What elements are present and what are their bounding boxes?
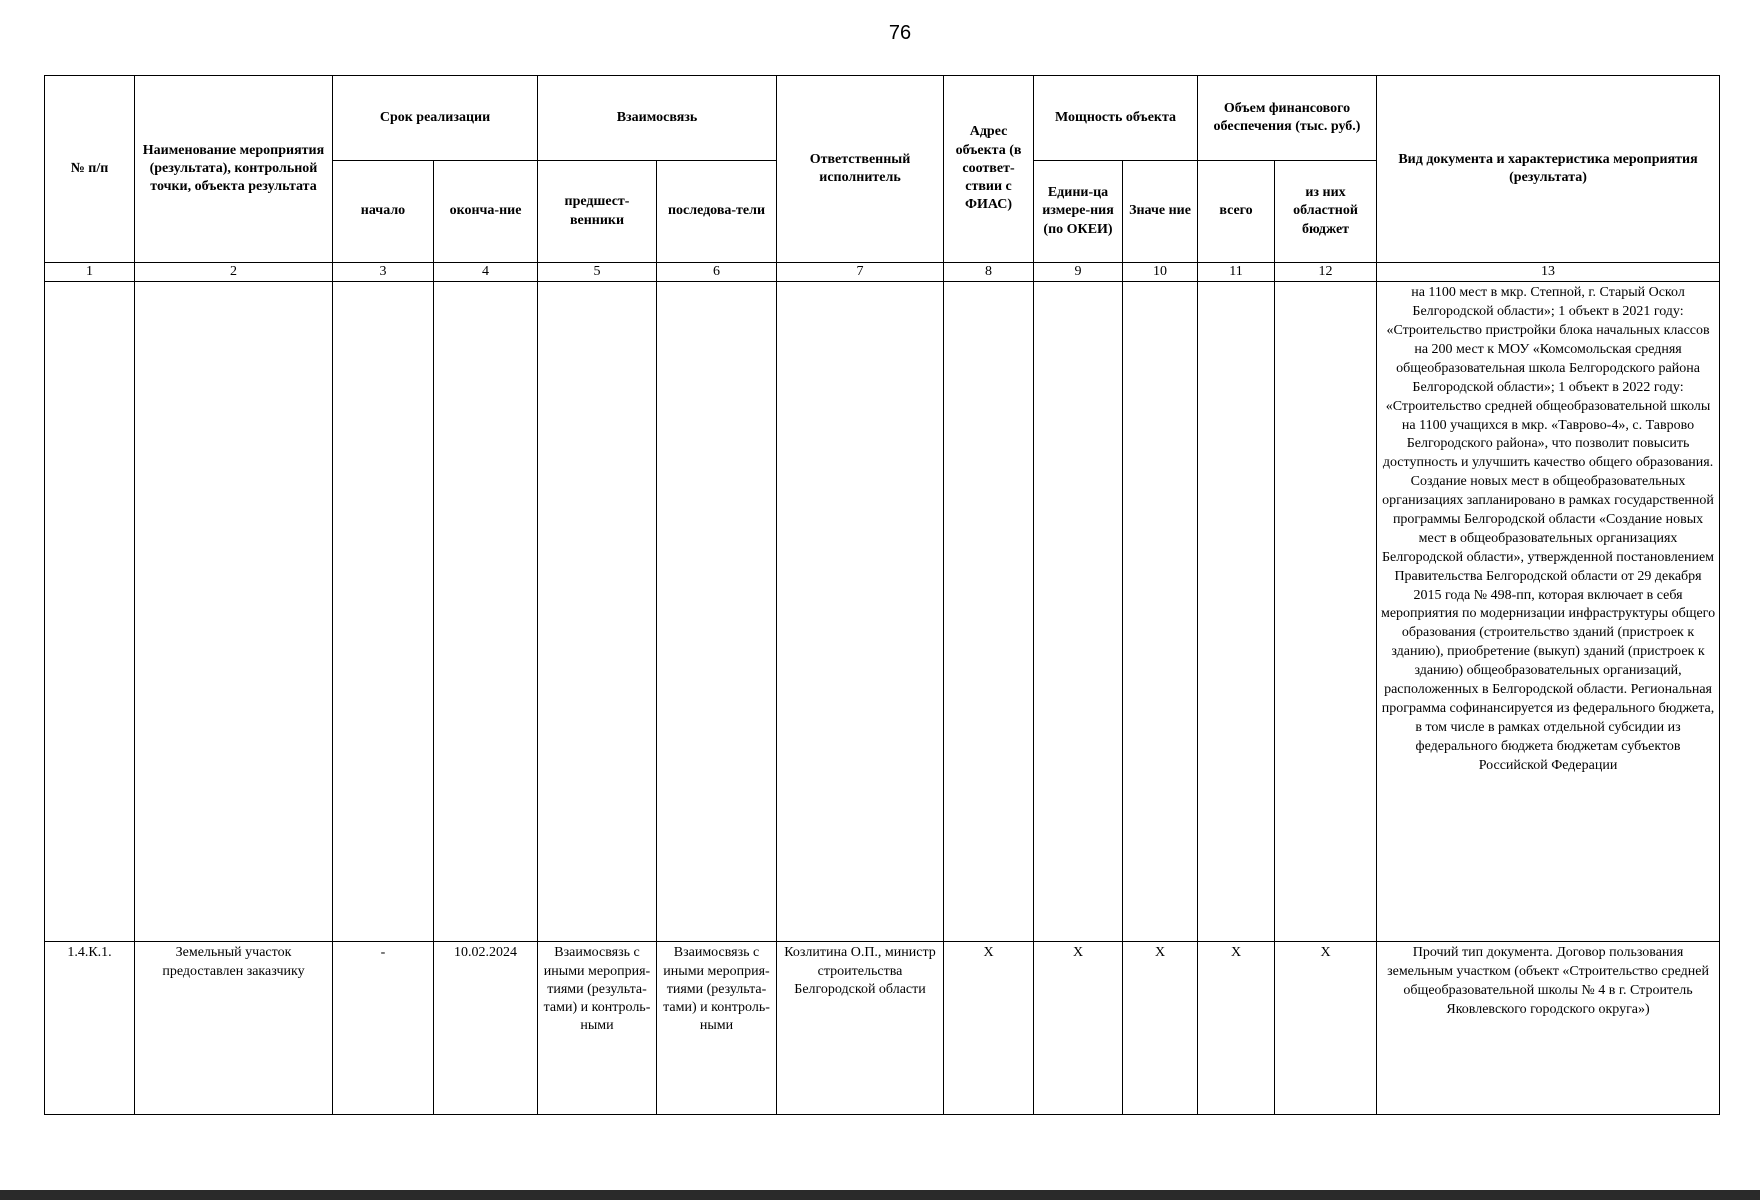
column-number: 12 xyxy=(1275,262,1377,281)
header-num: № п/п xyxy=(45,76,135,263)
plan-table xyxy=(44,75,1720,1115)
header-doc: Вид документа и характеристика мероприятия (результата) xyxy=(1377,76,1720,263)
header-row-1 xyxy=(45,76,1720,161)
header-term-start: начало xyxy=(333,161,434,263)
column-number-row xyxy=(45,262,1720,281)
cell-address: X xyxy=(944,942,1034,1115)
cell-succ xyxy=(657,282,777,942)
column-number: 10 xyxy=(1123,262,1198,281)
header-fin-total: всего xyxy=(1198,161,1275,263)
cell-regional: X xyxy=(1275,942,1377,1115)
table-row xyxy=(45,942,1720,1115)
cell-num: 1.4.К.1. xyxy=(45,942,135,1115)
cell-name xyxy=(135,282,333,942)
header-rel-succ: последова-тели xyxy=(657,161,777,263)
header-term-end: оконча-ние xyxy=(434,161,538,263)
cell-name: Земельный участок предоставлен заказчику xyxy=(135,942,333,1115)
column-number: 3 xyxy=(333,262,434,281)
cell-unit: X xyxy=(1034,942,1123,1115)
column-number: 2 xyxy=(135,262,333,281)
header-fin-regional: из них областной бюджет xyxy=(1275,161,1377,263)
cell-value xyxy=(1123,282,1198,942)
cell-pred: Взаимосвязь с иными мероприя-тиями (результа-тами) и контроль-ными xyxy=(538,942,657,1115)
column-number: 8 xyxy=(944,262,1034,281)
column-number: 1 xyxy=(45,262,135,281)
cell-end xyxy=(434,282,538,942)
cell-responsible: Козлитина О.П., министр строительства Белгородской области xyxy=(777,942,944,1115)
cell-value: X xyxy=(1123,942,1198,1115)
column-number: 11 xyxy=(1198,262,1275,281)
table-row xyxy=(45,282,1720,942)
header-cap-unit: Едини-ца измере-ния (по ОКЕИ) xyxy=(1034,161,1123,263)
cell-unit xyxy=(1034,282,1123,942)
header-finance: Объем финансового обеспечения (тыс. руб.) xyxy=(1198,76,1377,161)
column-number: 4 xyxy=(434,262,538,281)
cell-end: 10.02.2024 xyxy=(434,942,538,1115)
cell-start xyxy=(333,282,434,942)
page-number: 76 xyxy=(888,22,912,44)
cell-pred xyxy=(538,282,657,942)
scan-edge-bar xyxy=(0,1190,1760,1200)
cell-responsible xyxy=(777,282,944,942)
cell-address xyxy=(944,282,1034,942)
cell-doc: Прочий тип документа. Договор пользования земельным участком (объект «Строительство средней общеобразовательной школы № 4 в г. Строитель Яковлевского городского округа») xyxy=(1377,942,1720,1115)
cell-start: - xyxy=(333,942,434,1115)
column-number: 13 xyxy=(1377,262,1720,281)
header-name: Наименование мероприятия (результата), контрольной точки, объекта результата xyxy=(135,76,333,263)
header-responsible: Ответственный исполнитель xyxy=(777,76,944,263)
cell-total xyxy=(1198,282,1275,942)
cell-total: X xyxy=(1198,942,1275,1115)
header-rel-pred: предшест-венники xyxy=(538,161,657,263)
header-term: Срок реализации xyxy=(333,76,538,161)
column-number: 7 xyxy=(777,262,944,281)
cell-num xyxy=(45,282,135,942)
column-number: 9 xyxy=(1034,262,1123,281)
header-cap-value: Значе ние xyxy=(1123,161,1198,263)
cell-regional xyxy=(1275,282,1377,942)
header-address: Адрес объекта (в соответ-ствии с ФИАС) xyxy=(944,76,1034,263)
cell-succ: Взаимосвязь с иными мероприя-тиями (результа-тами) и контроль-ными xyxy=(657,942,777,1115)
column-number: 5 xyxy=(538,262,657,281)
header-relation: Взаимосвязь xyxy=(538,76,777,161)
column-number: 6 xyxy=(657,262,777,281)
header-capacity: Мощность объекта xyxy=(1034,76,1198,161)
cell-doc: на 1100 мест в мкр. Степной, г. Старый Оскол Белгородской области»; 1 объект в 2021 году: «Строительство пристройки блока начальных классов на 200 мест к МОУ «Комсомольская средняя общеобразовательная школа Белгородского района Белгородской области»; 1 объект в 2022 году: «Строительство средней общеобразовательной школы на 1100 учащихся в мкр. «Таврово-4», с. Таврово Белгородского района», что позволит повысить доступность и улучшить качество общего образования. Создание новых мест в общеобразовательных организациях запланировано в рамках государственной программы Белгородской области «Создание новых мест в общеобразовательных организациях Белгородской области», утвержденной постановлением Правительства Белгородской области от 29 декабря 2015 года № 498-пп, которая включает в себя мероприятия по модернизации инфраструктуры общего образования (строительство зданий (пристроек к зданию), приобретение (выкуп) зданий (пристроек к зданию) общеобразовательных организаций, расположенных в Белгородской области. Региональная программа софинансируется из федерального бюджета, в том числе в рамках отдельной субсидии из федерального бюджета бюджетам субъектов Российской Федерации xyxy=(1377,282,1720,942)
